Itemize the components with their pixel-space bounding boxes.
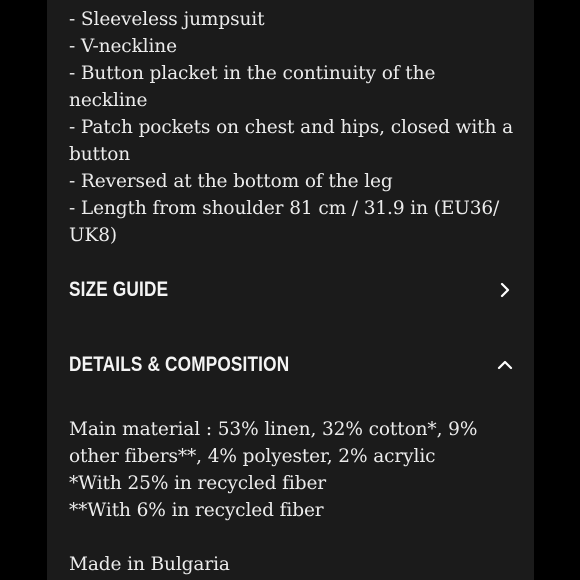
feature-item: - Length from shoulder 81 cm / 31.9 in (EU36/ UK8) [69, 198, 500, 246]
recycled-note: *With 25% in recycled fiber [69, 473, 327, 494]
feature-item: - Button placket in the continuity of the neckline [69, 63, 436, 111]
size-guide-toggle[interactable] [69, 273, 513, 307]
size-guide-title: SIZE GUIDE [69, 278, 169, 301]
feature-item: - Sleeveless jumpsuit [69, 9, 265, 30]
details-composition-title: DETAILS & COMPOSITION [69, 353, 290, 376]
feature-item: - V-neckline [69, 36, 177, 57]
chevron-up-icon [497, 357, 513, 373]
recycled-note: **With 6% in recycled fiber [69, 500, 324, 521]
origin-text: Made in Bulgaria [69, 554, 230, 575]
feature-item: - Patch pockets on chest and hips, closed with a button [69, 117, 514, 165]
main-material-text: Main material : 53% linen, 32% cotton*, 9% other fibers**, 4% polyester, 2% acrylic [69, 419, 478, 467]
product-details-panel [47, 0, 534, 580]
details-composition-toggle[interactable] [69, 348, 513, 382]
chevron-right-icon [497, 282, 513, 298]
product-feature-list [69, 6, 519, 249]
feature-item: - Reversed at the bottom of the leg [69, 171, 393, 192]
composition-details [69, 416, 519, 524]
